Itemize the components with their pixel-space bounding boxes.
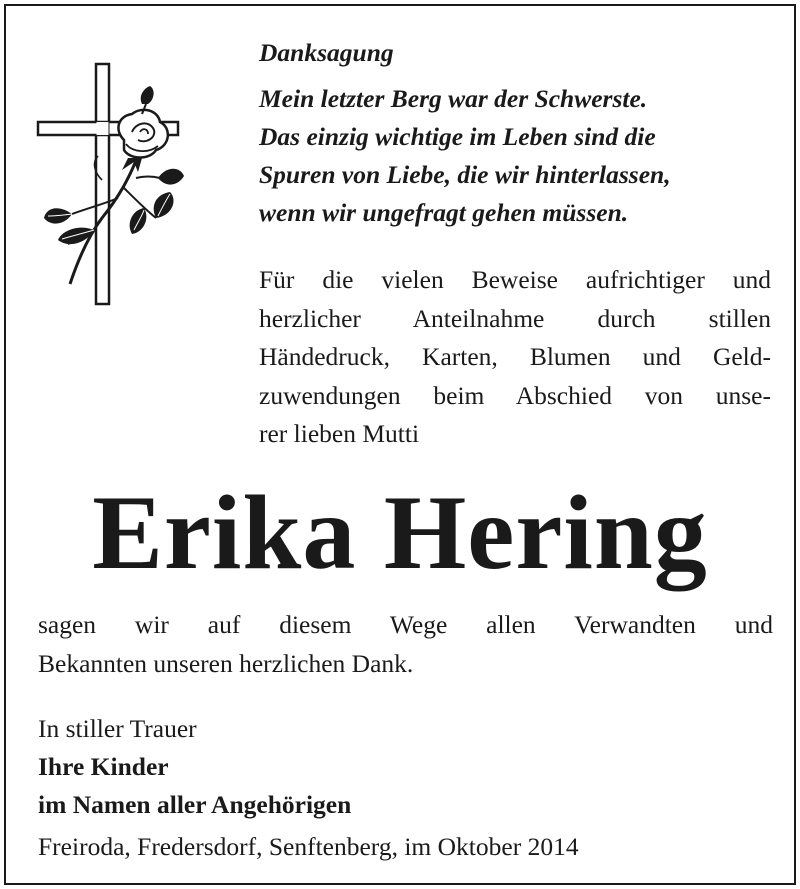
place-date: Freiroda, Fredersdorf, Senftenberg, im Oktober 2014 bbox=[38, 832, 579, 861]
thanks-paragraph bbox=[38, 606, 773, 683]
verse-block bbox=[259, 34, 779, 232]
verse-line: Mein letzter Berg war der Schwerste. bbox=[259, 84, 648, 113]
intro-line: Händedruck, Karten, Blumen und Geld- bbox=[259, 342, 771, 371]
deceased-name: Erika Hering bbox=[92, 474, 708, 591]
verse-line: Das einzig wichtige im Leben sind die bbox=[259, 122, 656, 151]
relatives-line: im Namen aller Angehörigen bbox=[38, 790, 352, 819]
intro-line: zuwendungen beim Abschied von unse- bbox=[259, 380, 771, 410]
intro-line: Für die vielen Beweise aufrichtiger und bbox=[259, 265, 771, 294]
notice-title: Danksagung bbox=[259, 38, 394, 67]
intro-line: rer lieben Mutti bbox=[259, 419, 420, 448]
thanks-line: sagen wir auf diesem Wege allen Verwandten und bbox=[38, 610, 773, 639]
cross-with-rose-icon bbox=[32, 58, 188, 306]
family-line: Ihre Kinder bbox=[38, 752, 169, 781]
thanks-line: Bekannten unseren herzlichen Dank. bbox=[38, 648, 414, 678]
intro-paragraph bbox=[259, 261, 771, 454]
mourning-line: In stiller Trauer bbox=[38, 714, 197, 743]
obituary-notice bbox=[4, 4, 796, 885]
verse-line: wenn wir ungefragt gehen müssen. bbox=[259, 198, 629, 227]
verse-line: Spuren von Liebe, die wir hinterlassen, bbox=[259, 160, 671, 189]
signature-block bbox=[38, 710, 773, 866]
intro-line: herzlicher Anteilnahme durch stillen bbox=[259, 303, 771, 333]
